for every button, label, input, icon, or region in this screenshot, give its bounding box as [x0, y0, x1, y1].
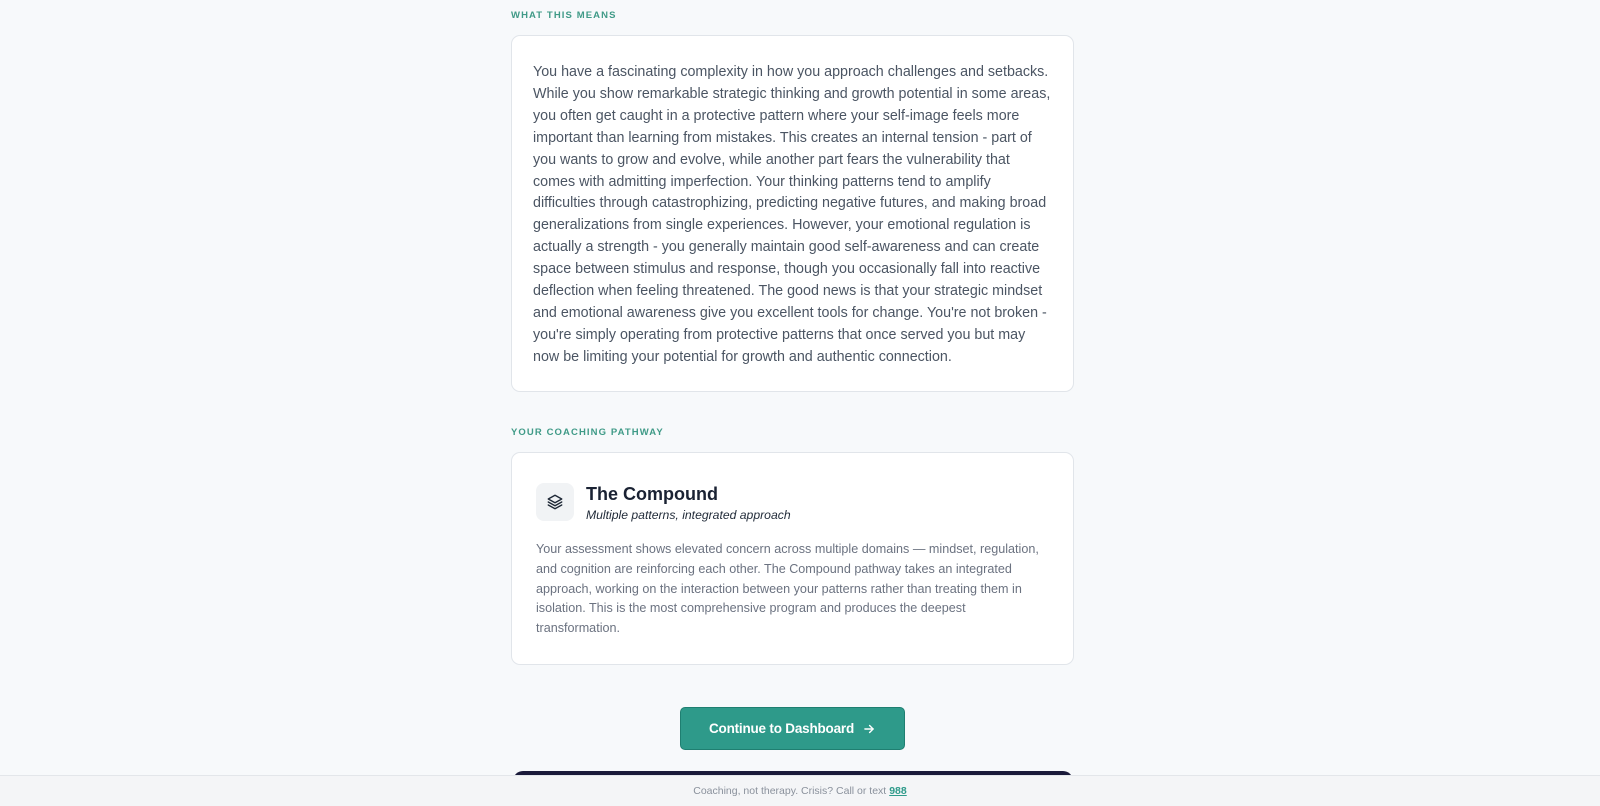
coaching-pathway-label: YOUR COACHING PATHWAY [511, 427, 664, 438]
layers-icon [536, 483, 574, 521]
pathway-description: Your assessment shows elevated concern across multiple domains — mindset, regulation, and cognition are reinforcing each other. The Compound pathway takes an integrated approach, working on the interaction between your patterns rather than treating them in isolation. This is the most comprehensive program and produces the deepest transformation. [536, 542, 1039, 636]
pathway-title: The Compound [586, 484, 718, 504]
crisis-footer [0, 775, 1600, 806]
pathway-header [536, 483, 1049, 522]
what-this-means-text: You have a fascinating complexity in how you approach challenges and setbacks. While you show remarkable strategic thinking and growth potential in some areas, you often get caught in a protective pattern where your self-image feels more important than learning from mistakes. This creates an internal tension - part of you wants to grow and evolve, while another part fears the vulnerability that comes with admitting imperfection. Your thinking patterns tend to amplify difficulties through catastrophizing, predicting negative futures, and making broad generalizations from single experiences. However, your emotional regulation is actually a strength - you generally maintain good self-awareness and can create space between stimulus and response, though you occasionally fall into reactive deflection when feeling threatened. The good news is that your strategic mindset and emotional awareness give you excellent tools for change. You're not broken - you're simply operating from protective patterns that once served you but may now be limiting your potential for growth and authentic connection. [533, 64, 1051, 365]
arrow-right-icon [862, 722, 876, 736]
pathway-titles [586, 483, 791, 522]
crisis-number-link[interactable]: 988 [889, 785, 907, 797]
continue-to-dashboard-button[interactable] [680, 707, 905, 750]
pathway-subtitle: Multiple patterns, integrated approach [586, 508, 791, 522]
what-this-means-card [511, 35, 1074, 392]
what-this-means-label: WHAT THIS MEANS [511, 10, 617, 21]
coaching-pathway-card [511, 452, 1074, 665]
continue-button-label: Continue to Dashboard [708, 721, 855, 736]
footer-text: Coaching, not therapy. Crisis? Call or text [693, 785, 887, 797]
